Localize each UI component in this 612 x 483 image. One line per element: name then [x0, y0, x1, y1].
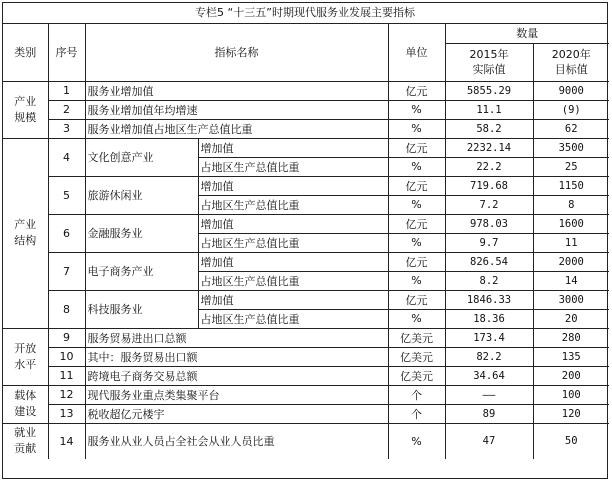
unit-cell: %: [388, 195, 445, 214]
value-2020: 1150: [533, 176, 609, 195]
value-2015: 11.1: [445, 100, 533, 119]
unit-cell: 亿元: [388, 252, 445, 271]
value-2020: 120: [533, 404, 609, 423]
header-indicator: 指标名称: [85, 24, 388, 81]
table-row: [3, 252, 609, 271]
seq-cell: 14: [48, 423, 85, 459]
seq-cell: 11: [48, 366, 85, 385]
value-2020: (9): [533, 100, 609, 119]
seq-cell: 9: [48, 328, 85, 347]
value-2020: 25: [533, 157, 609, 176]
value-2020: 14: [533, 271, 609, 290]
table-row: [3, 81, 609, 100]
value-2015: 22.2: [445, 157, 533, 176]
indicator-name: 跨境电子商务交易总额: [85, 366, 388, 385]
value-2020: 8: [533, 195, 609, 214]
header-unit: 单位: [388, 24, 445, 81]
seq-cell: 2: [48, 100, 85, 119]
seq-cell: 12: [48, 385, 85, 404]
indicator-name: 旅游休闲业: [85, 176, 198, 214]
sub-indicator: 增加值: [198, 138, 388, 157]
table-row: [3, 290, 609, 309]
value-2015: 7.2: [445, 195, 533, 214]
indicator-name: 科技服务业: [85, 290, 198, 328]
seq-cell: 10: [48, 347, 85, 366]
category-cell: 产业结构: [3, 138, 48, 328]
header-2015-label: 实际值: [472, 63, 506, 76]
header-category: 类别: [3, 24, 48, 81]
indicator-table-sheet: [2, 2, 608, 479]
value-2020: 11: [533, 233, 609, 252]
header-2020: [533, 43, 609, 81]
header-seq: 序号: [48, 24, 85, 81]
table-row: [3, 214, 609, 233]
value-2015: 5855.29: [445, 81, 533, 100]
indicator-name: 服务业增加值占地区生产总值比重: [85, 119, 388, 138]
table-row: [3, 385, 609, 404]
unit-cell: 亿元: [388, 290, 445, 309]
unit-cell: 亿元: [388, 138, 445, 157]
seq-cell: 1: [48, 81, 85, 100]
value-2015: 47: [445, 423, 533, 459]
seq-cell: 8: [48, 290, 85, 328]
category-cell: 开放水平: [3, 328, 48, 385]
value-2015: 89: [445, 404, 533, 423]
value-2020: 50: [533, 423, 609, 459]
seq-cell: 3: [48, 119, 85, 138]
indicator-name: 金融服务业: [85, 214, 198, 252]
unit-cell: %: [388, 423, 445, 459]
unit-cell: 亿美元: [388, 366, 445, 385]
sub-indicator: 占地区生产总值比重: [198, 195, 388, 214]
sub-indicator: 增加值: [198, 252, 388, 271]
indicator-name: 电子商务产业: [85, 252, 198, 290]
sub-indicator: 增加值: [198, 214, 388, 233]
unit-cell: %: [388, 309, 445, 328]
value-2020: 2000: [533, 252, 609, 271]
value-2020: 100: [533, 385, 609, 404]
sub-indicator: 占地区生产总值比重: [198, 233, 388, 252]
value-2015: 1846.33: [445, 290, 533, 309]
table-row: [3, 347, 609, 366]
value-2020: 9000: [533, 81, 609, 100]
indicator-name: 税收超亿元楼宇: [85, 404, 388, 423]
table-row: [3, 119, 609, 138]
indicator-table: [3, 24, 609, 459]
unit-cell: 亿美元: [388, 347, 445, 366]
unit-cell: 亿元: [388, 81, 445, 100]
value-2020: 135: [533, 347, 609, 366]
indicator-name: 服务业从业人员占全社会从业人员比重: [85, 423, 388, 459]
category-cell: 载体建设: [3, 385, 48, 423]
sub-indicator: 增加值: [198, 176, 388, 195]
unit-cell: %: [388, 233, 445, 252]
value-2015: 2232.14: [445, 138, 533, 157]
unit-cell: 个: [388, 385, 445, 404]
table-row: [3, 176, 609, 195]
header-row: [3, 24, 609, 43]
sub-indicator: 增加值: [198, 290, 388, 309]
value-2015: 826.54: [445, 252, 533, 271]
seq-cell: 4: [48, 138, 85, 176]
category-cell: 就业贡献: [3, 423, 48, 459]
value-2015: 34.64: [445, 366, 533, 385]
unit-cell: 亿元: [388, 214, 445, 233]
seq-cell: 5: [48, 176, 85, 214]
seq-cell: 13: [48, 404, 85, 423]
indicator-name: 服务业增加值: [85, 81, 388, 100]
seq-cell: 7: [48, 252, 85, 290]
indicator-name: 服务贸易进出口总额: [85, 328, 388, 347]
unit-cell: %: [388, 271, 445, 290]
indicator-name: 服务业增加值年均增速: [85, 100, 388, 119]
table-row: [3, 404, 609, 423]
unit-cell: %: [388, 100, 445, 119]
sub-indicator: 占地区生产总值比重: [198, 309, 388, 328]
value-2015: 18.36: [445, 309, 533, 328]
header-2015: [445, 43, 533, 81]
category-cell: 产业规模: [3, 81, 48, 138]
value-2015: 173.4: [445, 328, 533, 347]
table-row: [3, 328, 609, 347]
value-2020: 3500: [533, 138, 609, 157]
value-2015: 8.2: [445, 271, 533, 290]
indicator-name: 现代服务业重点类集聚平台: [85, 385, 388, 404]
seq-cell: 6: [48, 214, 85, 252]
header-2020-label: 目标值: [554, 63, 588, 76]
header-2020-year: 2020年: [551, 48, 591, 61]
table-row: [3, 138, 609, 157]
value-2015: 58.2: [445, 119, 533, 138]
indicator-name: 其中：服务贸易出口额: [85, 347, 388, 366]
table-row: [3, 366, 609, 385]
value-2020: 200: [533, 366, 609, 385]
sub-indicator: 占地区生产总值比重: [198, 271, 388, 290]
unit-cell: %: [388, 157, 445, 176]
unit-cell: 个: [388, 404, 445, 423]
value-2015: ——: [445, 385, 533, 404]
header-2015-year: 2015年: [469, 48, 509, 61]
value-2020: 280: [533, 328, 609, 347]
value-2020: 1600: [533, 214, 609, 233]
indicator-name: 文化创意产业: [85, 138, 198, 176]
value-2015: 9.7: [445, 233, 533, 252]
unit-cell: %: [388, 119, 445, 138]
value-2020: 62: [533, 119, 609, 138]
table-row: [3, 423, 609, 459]
unit-cell: 亿美元: [388, 328, 445, 347]
table-row: [3, 100, 609, 119]
header-value-group: 数量: [445, 24, 609, 43]
value-2015: 719.68: [445, 176, 533, 195]
value-2015: 978.03: [445, 214, 533, 233]
value-2020: 3000: [533, 290, 609, 309]
sub-indicator: 占地区生产总值比重: [198, 157, 388, 176]
value-2020: 20: [533, 309, 609, 328]
unit-cell: 亿元: [388, 176, 445, 195]
table-title: 专栏5 “十三五”时期现代服务业发展主要指标: [3, 3, 607, 24]
value-2015: 82.2: [445, 347, 533, 366]
